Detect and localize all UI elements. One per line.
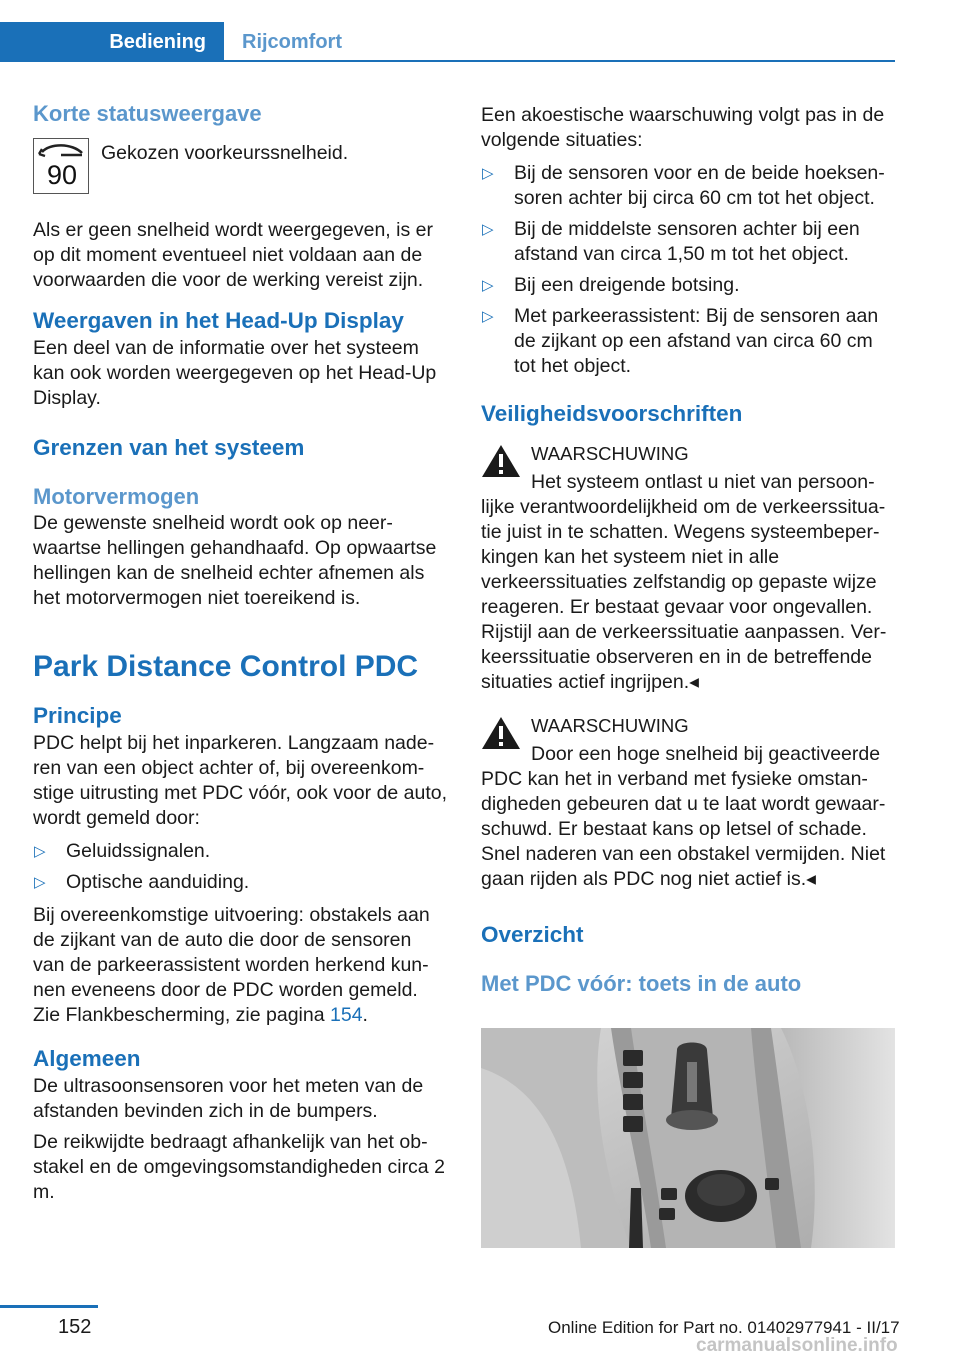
- edition-label: Online Edition for Part no. 01402977941 - II/17: [548, 1318, 900, 1337]
- general-text-1: De ultrasoonsensoren voor het meten van de afstanden bevinden zich in de bumpers.: [33, 1075, 424, 1122]
- warning-1-title: WAARSCHUWING: [531, 443, 689, 464]
- principle-text: PDC helpt bij het inparkeren. Langzaam nade-ren van een object achter of, bij overeenkom-stige uitrusting met PDC vóór, ook voor de auto, wordt gemeld door:: [33, 732, 448, 829]
- tab-rijcomfort[interactable]: Rijcomfort: [242, 30, 342, 53]
- warning-triangle-icon: [481, 443, 521, 479]
- hud-heading: Weergaven in het Head-Up Display: [33, 308, 404, 333]
- center-console-photo: [481, 1028, 895, 1248]
- page-link-154[interactable]: 154: [330, 1004, 363, 1026]
- principle-note-text: Bij overeenkomstige uitvoering: obstakels aan de zijkant van de auto die door de sensoren van de parkeerassistent worden herkend kun-nen eveneens door de PDC worden gemeld. Zie Flankbescherming, zie pagina: [33, 904, 430, 1026]
- bullet-triangle-icon: ▷: [482, 221, 494, 238]
- page-number: 152: [58, 1316, 92, 1338]
- warning-block-2: [481, 713, 896, 892]
- general-text-2: De reikwijdte bedraagt afhankelijk van het ob-stakel en de omgevingsomstandigheden circa 2 m.: [33, 1131, 445, 1203]
- principle-note-end: .: [362, 1004, 368, 1026]
- bullet-text: Optische aanduiding.: [66, 871, 250, 893]
- warning-2-first-line: Door een hoge snelheid bij geactiveerde: [531, 743, 881, 765]
- bullet-triangle-icon: ▷: [482, 165, 494, 182]
- acoustic-intro: Een akoestische waarschuwing volgt pas in de volgende situaties:: [481, 104, 885, 151]
- bullet-triangle-icon: ▷: [482, 277, 494, 294]
- engine-text: De gewenste snelheid wordt ook op neer-waartse hellingen gehandhaafd. Op opwaartse hellingen kan de snelheid echter afnemen als het motorvermogen niet toereikend is.: [33, 512, 437, 609]
- engine-heading: Motorvermogen: [33, 484, 200, 509]
- principle-heading: Principe: [33, 703, 122, 728]
- safety-heading: Veiligheidsvoorschriften: [481, 401, 743, 426]
- principle-bullet-1: [33, 839, 448, 864]
- footer-accent-line: [0, 1305, 98, 1308]
- warning-2-title: WAARSCHUWING: [531, 715, 689, 736]
- left-column: [33, 100, 448, 1205]
- warning-1-first-line: Het systeem ontlast u niet van persoon-: [531, 471, 875, 493]
- overview-heading: Overzicht: [481, 922, 584, 947]
- chapter-tabbar: [0, 0, 960, 66]
- status-icon-description: Gekozen voorkeurssnelheid.: [101, 142, 349, 164]
- status-note: Als er geen snelheid wordt weergegeven, is er op dit moment eventueel niet voldaan aan de voorwaarden die voor de werking vereist zijn.: [33, 219, 433, 291]
- bullet-text: Met parkeerassistent: Bij de sensoren aan de zijkant op een afstand van circa 60 cm tot het object.: [514, 305, 879, 377]
- bullet-triangle-icon: ▷: [34, 874, 46, 891]
- speed-icon-value: 90: [46, 160, 78, 190]
- acoustic-bullet-1: [481, 161, 896, 211]
- warning-2-text: PDC kan het in verband met fysieke omstan-digheden gebeuren dat u te laat wordt gewaar-schuwd. Er bestaat kans op letsel of schade. Snel naderen van een obstakel vermijden. Niet gaan rijden als PDC nog niet actief is.◂: [481, 768, 886, 890]
- status-heading: Korte statusweergave: [33, 101, 262, 126]
- right-column: [481, 103, 896, 998]
- speed-limit-90-icon: [33, 138, 89, 194]
- warning-triangle-icon: [481, 715, 521, 751]
- acoustic-bullet-2: [481, 217, 896, 267]
- bullet-triangle-icon: ▷: [34, 843, 46, 860]
- principle-note: [33, 903, 448, 1028]
- limits-heading: Grenzen van het systeem: [33, 435, 305, 460]
- chapter-title: Park Distance Control PDC: [33, 650, 419, 683]
- principle-bullet-2: [33, 870, 448, 895]
- warning-block-1: [481, 441, 896, 695]
- status-symbol-row: [33, 138, 448, 194]
- warning-1-text: lijke verantwoordelijkheid om de verkeerssitua-tie juist in te schatten. Wegens systeembeper-kingen kan het systeem niet in alle verkeerssituaties zelfstandig op gepaste wijze reageren. Er bestaat gevaar voor ongevallen. Rijstijl aan de verkeerssituatie aanpassen. Ver-keerssituatie observeren en in de betreffende situaties actief ingrijpen.◂: [481, 496, 887, 693]
- bullet-triangle-icon: ▷: [482, 308, 494, 325]
- watermark: carmanualsonline.info: [696, 1335, 898, 1356]
- bullet-text: Bij de sensoren voor en de beide hoeksen-soren achter bij circa 60 cm tot het object.: [514, 162, 885, 209]
- bullet-text: Geluidssignalen.: [66, 840, 211, 862]
- acoustic-bullet-3: [481, 273, 896, 298]
- bullet-text: Bij de middelste sensoren achter bij een afstand van circa 1,50 m tot het object.: [514, 218, 860, 265]
- acoustic-bullet-4: [481, 304, 896, 379]
- front-pdc-heading: Met PDC vóór: toets in de auto: [481, 971, 802, 996]
- tab-bediening[interactable]: Bediening: [0, 22, 224, 62]
- tab-underline: [224, 60, 895, 62]
- hud-text: Een deel van de informatie over het systeem kan ook worden weergegeven op het Head-Up Display.: [33, 337, 437, 409]
- general-heading: Algemeen: [33, 1046, 141, 1071]
- bullet-text: Bij een dreigende botsing.: [514, 274, 740, 296]
